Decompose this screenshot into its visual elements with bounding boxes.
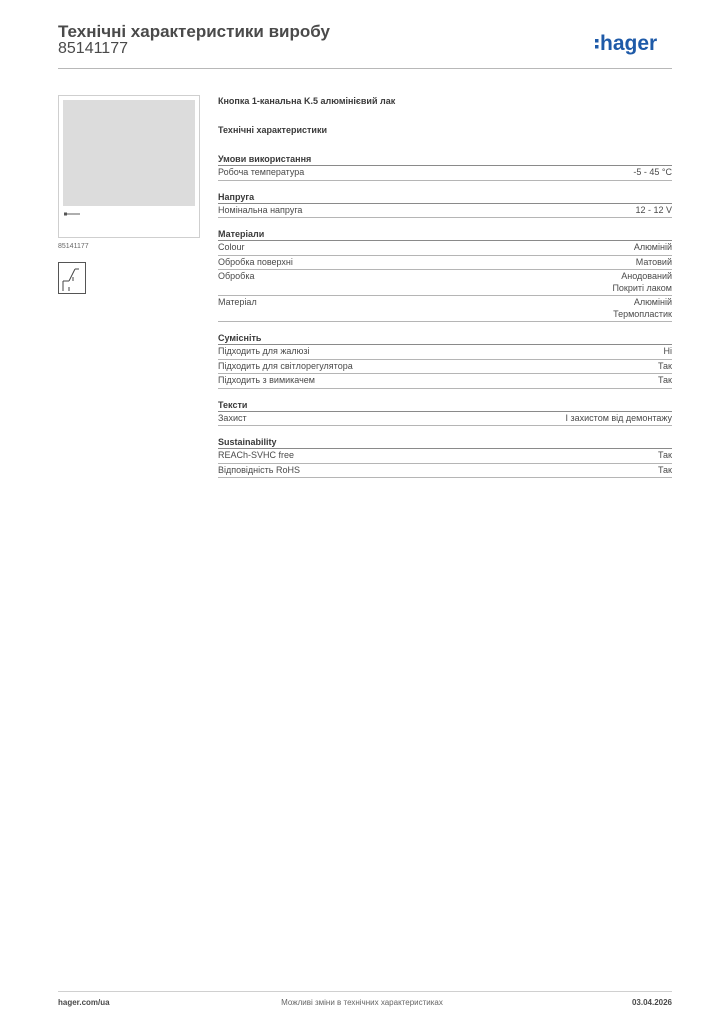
spec-section <box>218 399 672 427</box>
spec-value <box>636 257 672 269</box>
spec-value-line: Так <box>657 360 672 371</box>
spec-row <box>218 270 672 296</box>
spec-row <box>218 166 672 181</box>
spec-value-line: Алюміній <box>633 242 672 252</box>
spec-value-line: -5 - 45 °C <box>633 167 672 177</box>
spec-label: Підходить з вимикачем <box>218 375 315 385</box>
spec-row <box>218 464 672 479</box>
spec-value-line: 12 - 12 V <box>635 204 672 215</box>
spec-row <box>218 204 672 219</box>
spec-row <box>218 345 672 360</box>
spec-value <box>612 271 672 294</box>
spec-label: REACh-SVHC free <box>218 450 295 460</box>
spec-value-line: І захистом від демонтажу <box>565 412 672 423</box>
spec-row <box>218 360 672 375</box>
footer-divider <box>58 991 672 992</box>
screw-icon <box>64 212 80 216</box>
section-title: Тексти <box>218 399 672 412</box>
spec-value-line: Алюміній <box>633 297 672 307</box>
spec-section <box>218 436 672 478</box>
spec-label: Матеріал <box>218 297 257 307</box>
product-image <box>58 95 200 238</box>
brand-text: hager <box>600 32 658 55</box>
footer-website-link[interactable]: hager.com/ua <box>58 998 110 1007</box>
spec-value-line: Так <box>657 450 672 460</box>
spec-label: Обробка поверхні <box>218 256 293 267</box>
spec-value <box>658 361 672 373</box>
product-code: 85141177 <box>58 40 128 57</box>
section-title: Напруга <box>218 191 672 204</box>
spec-section <box>218 332 672 389</box>
spec-value-line: Ні <box>663 346 672 356</box>
spec-row <box>218 241 672 256</box>
spec-label: Номінальна напруга <box>218 204 303 215</box>
section-title: Матеріали <box>218 228 672 241</box>
spec-value-line: Матовий <box>635 256 672 267</box>
spec-label: Робоча температура <box>218 167 305 177</box>
spec-section <box>218 153 672 181</box>
spec-section <box>218 191 672 219</box>
spec-heading: Технічні характеристики <box>218 125 327 135</box>
spec-label: Відповідність RoHS <box>218 464 300 475</box>
spec-value <box>634 242 672 254</box>
spec-label: Colour <box>218 242 245 252</box>
spec-value <box>633 167 672 179</box>
spec-value <box>613 297 672 320</box>
spec-value-line: Покриті лаком <box>612 282 672 293</box>
spec-value <box>635 205 672 217</box>
spec-row <box>218 412 672 427</box>
spec-section <box>218 228 672 322</box>
spec-value <box>658 450 672 462</box>
spec-value <box>566 413 672 425</box>
spec-value <box>664 346 673 358</box>
spec-row <box>218 449 672 464</box>
spec-value-line: Термопластик <box>613 308 672 319</box>
pushbutton-symbol-icon <box>58 262 86 294</box>
section-title: Умови використання <box>218 153 672 166</box>
spec-table <box>218 124 672 488</box>
spec-value-line: Так <box>657 464 672 475</box>
spec-label: Захист <box>218 412 247 423</box>
footer-note: Можливі зміни в технічних характеристиках <box>281 998 443 1007</box>
spec-row <box>218 296 672 322</box>
section-title: Сумісніть <box>218 332 672 345</box>
footer-date: 03.04.2026 <box>631 998 672 1007</box>
spec-row <box>218 374 672 389</box>
spec-label: Підходить для жалюзі <box>218 346 310 356</box>
spec-value <box>658 465 672 477</box>
spec-value-line: Так <box>657 375 672 385</box>
spec-label: Обробка <box>218 271 255 281</box>
spec-value-line: Анодований <box>621 271 672 281</box>
spec-value <box>658 375 672 387</box>
page-title: Технічні характеристики виробу <box>58 22 330 41</box>
image-caption: 85141177 <box>58 243 89 250</box>
product-plate <box>63 100 195 206</box>
section-title: Sustainability <box>218 436 672 449</box>
product-name: Кнопка 1-канальна K.5 алюмінієвий лак <box>218 96 396 106</box>
spec-row <box>218 256 672 271</box>
header-divider <box>58 68 672 69</box>
hager-logo <box>594 30 674 56</box>
spec-label: Підходить для світлорегулятора <box>218 360 353 371</box>
